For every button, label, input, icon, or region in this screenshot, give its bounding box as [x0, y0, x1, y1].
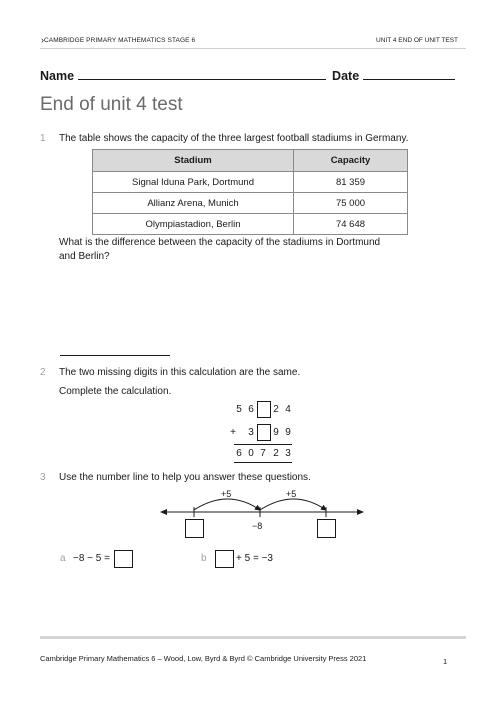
table-cell-stadium: Signal Iduna Park, Dortmund: [93, 172, 294, 193]
q3-number: 3: [40, 472, 46, 483]
jump-label-right: +5: [286, 489, 297, 499]
calc-digit: 7: [260, 448, 266, 459]
calc-digit: 4: [285, 404, 291, 415]
missing-digit-box-1[interactable]: [257, 401, 271, 418]
jump-arc-right: [260, 499, 326, 510]
q1-answer-line[interactable]: [60, 355, 170, 356]
table-header-row: [93, 150, 408, 172]
page-title: End of unit 4 test: [40, 94, 183, 115]
q3b-expression: + 5 = −3: [236, 553, 273, 564]
name-date-row: [40, 68, 455, 83]
q1-question-line-2: and Berlin?: [59, 251, 110, 262]
number-line-answer-box-right[interactable]: [317, 519, 336, 538]
calc-digit: 9: [285, 427, 291, 438]
calc-digit: 3: [248, 427, 254, 438]
q3b-answer-box[interactable]: [215, 550, 234, 568]
table-cell-capacity: 75 000: [294, 193, 408, 214]
table-header-stadium: Stadium: [93, 150, 294, 172]
q3-text: Use the number line to help you answer these questions.: [59, 472, 311, 483]
stadium-table: [92, 149, 408, 235]
table-row: [93, 172, 408, 193]
table-cell-stadium: Olympiastadion, Berlin: [93, 214, 294, 235]
date-label: Date: [332, 69, 360, 83]
table-cell-capacity: 81 359: [294, 172, 408, 193]
page-number: 1: [443, 657, 448, 666]
q2-instruction: Complete the calculation.: [59, 386, 172, 397]
calc-digit: 2: [273, 404, 279, 415]
missing-digit-box-2[interactable]: [257, 424, 271, 441]
q3a-answer-box[interactable]: [114, 550, 133, 568]
table-cell-stadium: Allianz Arena, Munich: [93, 193, 294, 214]
calc-digit: 9: [273, 427, 279, 438]
q3a-letter: a: [60, 553, 66, 564]
q3a-expression: −8 − 5 =: [73, 553, 110, 564]
q3b-letter: b: [201, 553, 207, 564]
table-row: [93, 214, 408, 235]
jump-arc-left: [194, 499, 260, 510]
q1-question-line-1: What is the difference between the capacity of the stadiums in Dortmund: [59, 237, 381, 248]
arrow-right-icon: [357, 509, 364, 515]
calc-digit: 0: [248, 448, 254, 459]
header-divider: [40, 48, 466, 49]
addition-calculation: [226, 398, 296, 468]
footer-copyright: Cambridge Primary Mathematics 6 – Wood, Low, Byrd & Byrd © Cambridge University Press 2021: [40, 654, 367, 663]
date-field[interactable]: [363, 68, 455, 80]
calc-digit: 2: [273, 448, 279, 459]
header-unit-title: UNIT 4 END OF UNIT TEST: [376, 37, 458, 44]
jump-label-left: +5: [221, 489, 232, 499]
calc-digit: 6: [236, 448, 242, 459]
q1-number: 1: [40, 133, 46, 144]
calc-digit: 3: [285, 448, 291, 459]
chevron-right-icon: ›: [41, 35, 44, 45]
q2-number: 2: [40, 367, 46, 378]
calc-rule-top: [234, 444, 292, 445]
header-series-title: CAMBRIDGE PRIMARY MATHEMATICS STAGE 6: [44, 37, 196, 44]
calc-plus-sign: +: [230, 427, 236, 438]
table-header-capacity: Capacity: [294, 150, 408, 172]
q2-text: The two missing digits in this calculation are the same.: [59, 367, 301, 378]
table-row: [93, 193, 408, 214]
q1-text: The table shows the capacity of the three largest football stadiums in Germany.: [59, 133, 409, 144]
table-cell-capacity: 74 648: [294, 214, 408, 235]
calc-digit: 6: [248, 404, 254, 415]
name-field[interactable]: [78, 68, 326, 80]
calc-digit: 5: [236, 404, 242, 415]
name-label: Name: [40, 69, 75, 83]
calc-rule-bottom: [234, 462, 292, 463]
number-line-middle-label: −8: [252, 521, 263, 531]
number-line-answer-box-left[interactable]: [185, 519, 204, 538]
footer-divider: [40, 636, 466, 639]
arrow-left-icon: [160, 509, 167, 515]
